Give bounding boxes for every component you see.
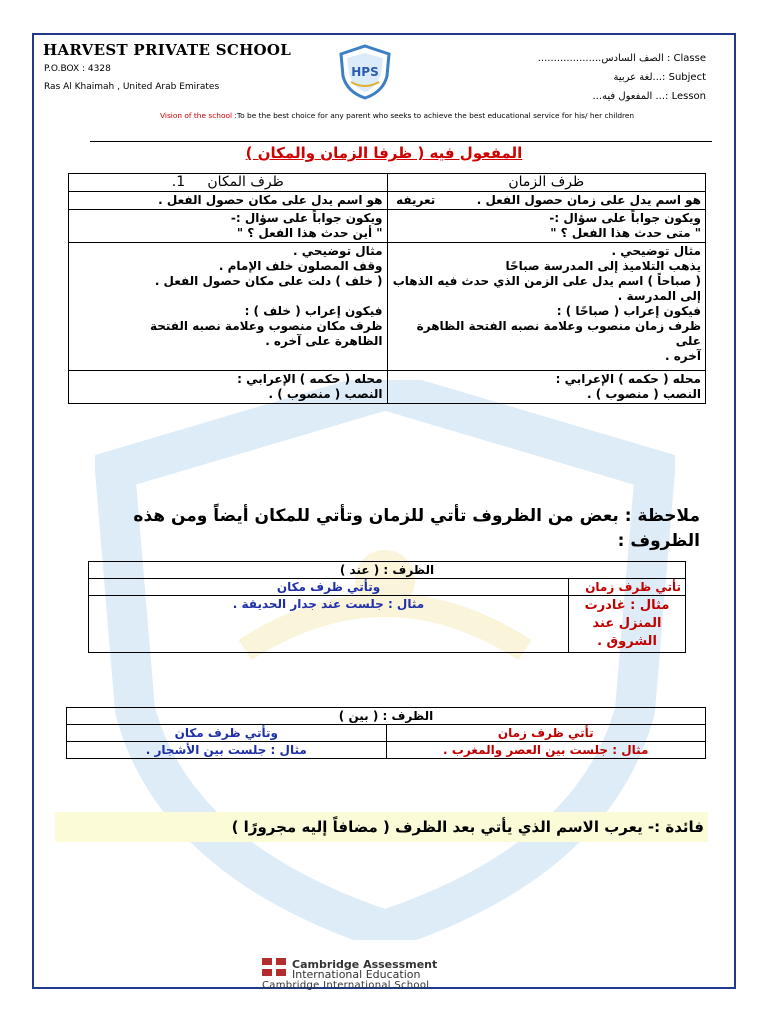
logo-text: HPS <box>351 65 379 79</box>
header-time-adverb: ظرف الزمان <box>387 174 705 192</box>
cambridge-line1: Cambridge Assessment <box>292 958 438 971</box>
case-time-line: محله ( حكمه ) الإعرابي : <box>555 372 701 386</box>
example-time-line: ( صباحاً ) اسم يدل على الزمن الذي حدث فيه الذهاب <box>392 274 701 288</box>
cambridge-line2: International Education <box>292 968 421 981</box>
header-place-adverb <box>69 174 388 192</box>
table-bayn-title: الظرف : ( بين ) <box>67 708 706 725</box>
definition-place: هو اسم يدل على مكان حصول الفعل . <box>69 192 388 210</box>
po-box: P.O.BOX : 4328 <box>44 64 111 74</box>
example-place <box>69 243 388 371</box>
definition-label: تعريفه <box>387 192 444 210</box>
lesson-line: Lesson :... المفعول فيه... <box>592 91 706 102</box>
example-time-line: يذهب التلاميذ إلى المدرسة صباحًا <box>505 259 701 273</box>
table-ind-title: الظرف : ( عند ) <box>89 562 686 579</box>
ind-time-example: مثال : غادرت المنزل عند الشروق . <box>569 596 686 653</box>
shield-watermark-icon <box>95 380 675 940</box>
school-logo-icon <box>337 44 393 100</box>
case-place-line: النصب ( منصوب ) . <box>268 387 383 401</box>
cambridge-line3: Cambridge International School <box>262 980 430 991</box>
example-place-line: فيكون إعراب ( خلف ) : <box>244 304 383 318</box>
lesson-title: المفعول فيه ( ظرفا الزمان والمكان ) <box>245 144 523 162</box>
question-time <box>387 210 705 243</box>
ind-time-label: تأتي ظرف زمان <box>569 579 686 596</box>
case-time-line: النصب ( منصوب ) . <box>586 387 701 401</box>
example-time-line: آخره . <box>664 349 701 363</box>
example-time-line: ظرف زمان منصوب وعلامة نصبه الفتحة الظاهرة على <box>416 319 701 348</box>
example-place-line: وقف المصلون خلف الإمام . <box>218 259 383 273</box>
vision-label: Vision of the school : <box>160 111 237 120</box>
adverbs-table <box>68 173 706 404</box>
case-place-line: محله ( حكمه ) الإعرابي : <box>237 372 383 386</box>
school-address: Ras Al Khaimah , United Arab Emirates <box>44 82 220 92</box>
example-place-line: مثال توضيحي . <box>293 244 383 258</box>
subject-line: Subject :...لغة عربية <box>613 72 706 83</box>
definition-time: هو اسم يدل على زمان حصول الفعل . <box>444 192 706 210</box>
place-header-label: ظرف المكان <box>207 174 284 190</box>
question-time-line2: " متى حدث هذا الفعل ؟ " <box>550 226 701 240</box>
question-place <box>69 210 388 243</box>
example-time <box>387 243 705 371</box>
cambridge-crest-icon <box>262 958 286 976</box>
note-paragraph: ملاحظة : بعض من الظروف تأتي للزمان وتأتي للمكان أيضاً ومن هذه الظروف : <box>133 506 700 551</box>
example-time-line: مثال توضيحي . <box>611 244 701 258</box>
bayn-place-example: مثال : جلست بين الأشجار . <box>67 742 387 759</box>
question-time-line1: ويكون جواباً على سؤال :- <box>549 211 701 225</box>
question-place-line2: " أين حدث هذا الفعل ؟ " <box>236 226 383 240</box>
benefit-note: فائدة :- يعرب الاسم الذي يأتي بعد الظرف ( مضافاً إليه مجرورًا ) <box>55 812 708 842</box>
bayn-place-label: وتأتي ظرف مكان <box>67 725 387 742</box>
question-place-line1: ويكون جواباً على سؤال :- <box>230 211 383 225</box>
example-place-line: ( خلف ) دلت على مكان حصول الفعل . <box>154 274 383 288</box>
example-time-line: فيكون إعراب ( صباحًا ) : <box>556 304 701 318</box>
ind-place-label: وتأتي ظرف مكان <box>89 579 569 596</box>
bayn-time-label: تأتي ظرف زمان <box>386 725 706 742</box>
class-line: Classe : الصف السادس.................... <box>537 53 706 64</box>
example-place-line: ظرف مكان منصوب وعلامة نصبه الفتحة <box>149 319 383 333</box>
vision-statement <box>160 111 634 120</box>
school-name: HARVEST PRIVATE SCHOOL <box>43 41 292 59</box>
bayn-time-example: مثال : جلست بين العصر والمغرب . <box>386 742 706 759</box>
vision-text: To be the best choice for any parent who seeks to achieve the best educational service for his/ her children <box>236 111 635 120</box>
table-bayn <box>66 707 706 759</box>
example-place-line: الظاهرة على آخره . <box>265 334 383 348</box>
table-ind <box>88 561 686 653</box>
ind-place-example: مثال : جلست عند جدار الحديقة . <box>89 596 569 653</box>
case-time <box>387 371 705 404</box>
header-divider <box>90 141 712 142</box>
case-place <box>69 371 388 404</box>
example-place-line <box>73 289 383 304</box>
example-time-line: إلى المدرسة . <box>617 289 701 303</box>
place-header-number: 1. <box>171 174 186 190</box>
